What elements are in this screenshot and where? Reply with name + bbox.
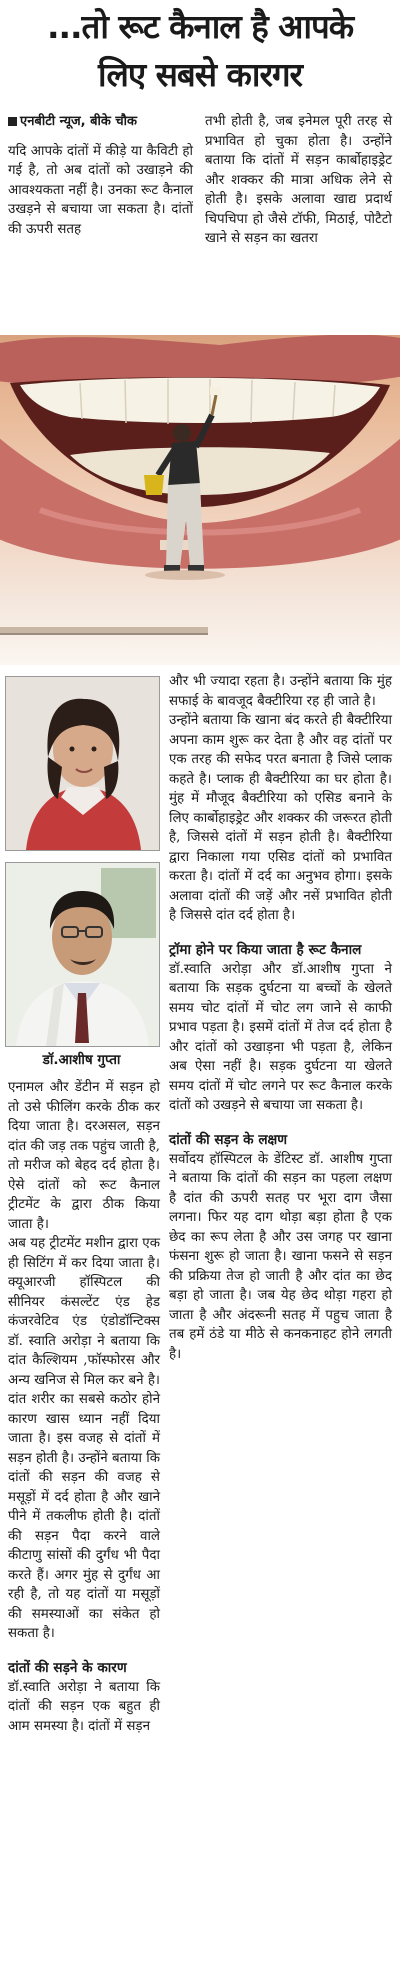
column-left-bottom xyxy=(8,1078,160,1736)
intro-paragraph-continued: तभी होती है, जब इनेमल पूरी तरह से प्रभावित हो चुका होता है। उन्होंने बताया कि दांतों में सड़न कार्बोहाइड्रेट और शक्कर की मात्रा अधिक लेने से होती है। इसके अलावा खाद्य प्रदार्थ चिपचिपा हो जैसे टॉफी, मिठाई, पोटैटो खाने से सड़न का खतरा xyxy=(205,114,392,246)
column-left-top xyxy=(8,112,193,239)
paragraph-right-3: डॉ.स्वाति अरोड़ा और डॉ.आशीष गुप्ता ने बताया कि सड़क दुर्घटना या बच्चों के खेलते समय चोट दांतों में चोट लग जाने से काफी प्रभाव पड़ता है। इसमें दांतों में तेज दर्द होता है और दांतों को उखाड़ना भी पड़ता है, लेकिन अब ऐसा नहीं है। सड़क दुर्घटना या खेलते समय दांतों में चोट लगने पर रूट कैनाल करके दांतों को उखड़ने से बचाया जा सकता है। xyxy=(169,961,392,1113)
subhead-trauma: ट्रॉमा होने पर किया जाता है रूट कैनाल xyxy=(169,941,362,958)
subhead-symptoms: दांतों की सड़न के लक्षण xyxy=(169,1131,288,1148)
headline-line-2: लिए सबसे कारगर xyxy=(97,55,303,94)
smile-illustration xyxy=(0,335,400,665)
paragraph-left-1: एनामल और डेंटीन में सड़न हो तो उसे फीलिंग करके ठीक कर दिया जाता है। दरअसल, सड़न दांत की जड़ तक पहुंच जाती है, तो मरीज को बेहद दर्द होता है। ऐसे दांतों को रूट कैनाल ट्रीटमेंट के द्वारा ठीक किया जाता है। xyxy=(8,1080,160,1232)
hero-image-smile-painter xyxy=(0,335,400,665)
byline xyxy=(8,112,193,132)
photo-dr-swati-arora xyxy=(5,676,160,851)
paragraph-right-2: उन्होंने बताया कि खाना बंद करते ही बैक्टीरिया अपना काम शुरू कर देता है और वह दांतों पर एक तरह की सफेद परत बनाता है जिसे प्लाक कहते है। प्लाक ही बैक्टीरिया का घर होता है। मुंह में मौजूद बैक्टीरिया को एसिड बनाने के लिए कार्बोहाइड्रेट और शक्कर की जरूरत होती है, जिससे दांतों में सड़न होती है। बैक्टीरिया द्वारा निकाला गया एसिड दांतों को प्रभावित करता है। दांतों में दर्द का अनुभव होगा। इसके अलावा दांतों की जड़ें और नसें प्रभावित होती है जिससे दांत दर्द होता है। xyxy=(169,713,392,923)
intro-paragraph: यदि आपके दांतों में कीड़े या कैविटी हो गई है, तो अब दांतों को उखाड़ने की आवश्यकता नहीं है। उनका रूट कैनाल उखड़ने से बचाया जा सकता है। दांतों की ऊपरी सतह xyxy=(8,143,193,237)
column-right-bottom xyxy=(169,672,392,1364)
column-right-top xyxy=(205,112,392,249)
photo-dr-ashish-gupta xyxy=(5,862,160,1047)
photo-caption: डॉ.आशीष गुप्ता xyxy=(42,1052,121,1068)
byline-text: एनबीटी न्यूज, बीके चौक xyxy=(20,114,138,129)
bullet-square-icon xyxy=(8,117,17,126)
headline-line-1: ...तो रूट कैनाल है आपके xyxy=(46,7,354,46)
paragraph-right-1: और भी ज्यादा रहता है। उन्होंने बताया कि मुंह सफाई के बावजूद बैक्टीरिया रह ही जाते है। xyxy=(169,674,392,709)
paragraph-left-2: अब यह ट्रीटमेंट मशीन द्वारा एक ही सिटिंग में कर दिया जाता है। क्यूआरजी हॉस्पिटल की सीनियर कंसल्टेंट एंड हेड कंजरवेटिव एंड एंडोडॉन्टिक्स डॉ. स्वाति अरोड़ा ने बताया कि दांत कैल्शियम ,फॉस्फोरस और अन्य खनिज से मिल कर बने है। दांत शरीर का सबसे कठोर होने कारण खास ध्यान नहीं दिया जाता है। इस वजह से दांतों में सड़न होती है। उन्होंने बताया कि दांतों की सड़न की वजह से मसूड़ों में दर्द होता है और खाने पीने में तकलीफ होती है। दांतों की सड़न पैदा करने वाले कीटाणु सांसों की दुर्गंध भी पैदा करते हैं। अगर मुंह से दुर्गंध आ रही है, तो यह दांतों या मसूड़ों की समस्याओं का संकेत हो सकता है। xyxy=(8,1236,160,1641)
subhead-causes: दांतों की सड़ने के कारण xyxy=(8,1659,127,1676)
paragraph-left-3: डॉ.स्वाति अरोड़ा ने बताया कि दांतों की सड़न एक बहुत ही आम समस्या है। दांतों में सड़न xyxy=(8,1679,160,1734)
paragraph-right-4: सर्वोदय हॉस्पिटल के डेंटिस्ट डॉ. आशीष गुप्ता ने बताया कि दांतों की सड़न का पहला लक्षण है दांत की ऊपरी सतह पर भूरा दाग जैसा लगना। फिर यह दाग थोड़ा बड़ा होता है एक छेद का रूप लेता है और उस जगह पर खाना फंसना शुरू हो जाता है। खाना फसने से सड़न की प्रक्रिया तेज हो जाती है और दांत का छेद बड़ा हो जाता है। जब येह छेद थोड़ा गहरा हो जाता है और अंदरूनी सतह में पहुच जाता है तब हमें ठंडे या मीठे से कनकनाहट होने लगती है। xyxy=(169,1151,392,1362)
headline xyxy=(0,0,400,108)
